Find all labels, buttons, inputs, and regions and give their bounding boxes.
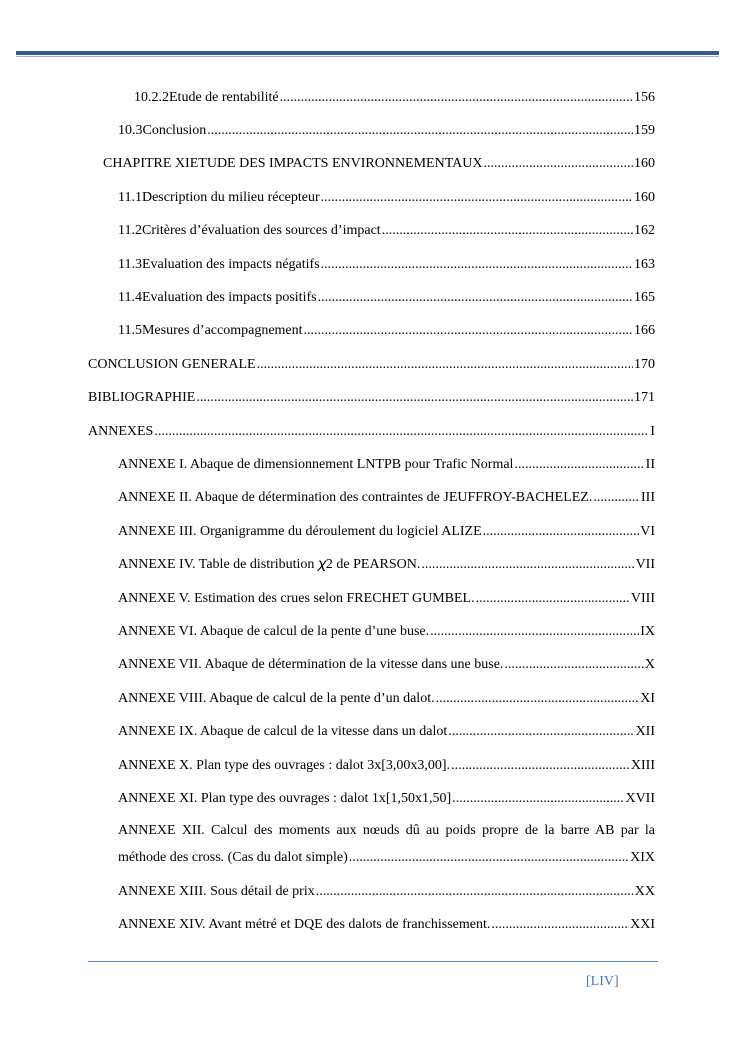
toc-entry[interactable] [118, 489, 655, 506]
toc-entry[interactable] [118, 289, 655, 306]
toc-title: ANNEXES [88, 424, 154, 439]
toc-number: 10.2.2 [134, 90, 169, 105]
toc-title: CONCLUSION GENERALE [88, 357, 256, 372]
toc-page: 170 [634, 357, 655, 372]
toc-leader [321, 189, 633, 206]
toc-page: II [645, 457, 655, 472]
toc-leader [483, 155, 633, 172]
toc-entry[interactable] [134, 89, 655, 106]
toc-title: BIBLIOGRAPHIE [88, 390, 196, 405]
toc-entry[interactable] [118, 817, 655, 871]
toc-title: ETUDE DES IMPACTS ENVIRONNEMENTAUX [189, 156, 483, 171]
toc-entry[interactable] [88, 389, 655, 406]
toc-page: III [641, 490, 655, 505]
toc-title: ANNEXE XIII. Sous détail de prix [118, 884, 315, 899]
toc-entry[interactable] [88, 356, 655, 373]
toc-leader [304, 322, 633, 339]
toc-page: VI [640, 524, 655, 539]
toc-title-line2: méthode des cross. (Cas du dalot simple) [118, 850, 348, 865]
toc-page: 171 [634, 390, 655, 405]
toc-page: VII [635, 557, 655, 572]
toc-leader [207, 122, 633, 139]
toc-title: ANNEXE XIV. Avant métré et DQE des dalots de franchissement. [118, 917, 491, 932]
toc-entry[interactable] [118, 656, 655, 673]
toc-page: XII [635, 724, 655, 739]
toc-page: 159 [634, 123, 655, 138]
toc-number: 11.1 [118, 190, 142, 205]
toc-leader [154, 423, 649, 440]
toc-entry[interactable] [118, 883, 655, 900]
toc-page: 160 [634, 190, 655, 205]
toc-number: 11.3 [118, 257, 142, 272]
toc-page: 166 [634, 323, 655, 338]
toc-page: XX [634, 884, 655, 899]
toc-page: 156 [634, 90, 655, 105]
toc-leader [349, 844, 629, 871]
toc-title: ANNEXE III. Organigramme du déroulement du logiciel ALIZE [118, 524, 482, 539]
toc-entry[interactable] [118, 723, 655, 740]
toc-leader [593, 489, 640, 506]
toc-page: VIII [630, 591, 655, 606]
toc-title: ANNEXE VIII. Abaque de calcul de la pente d’un dalot. [118, 691, 435, 706]
toc-entry[interactable] [103, 155, 655, 172]
toc-entry[interactable] [118, 523, 655, 540]
toc-leader [430, 623, 639, 640]
toc-title-line1: ANNEXE XII. Calcul des moments aux nœuds dû au poids propre de la barre AB par la [118, 823, 655, 838]
toc-entry[interactable] [118, 757, 655, 774]
toc-title: Critères d’évaluation des sources d’impact [141, 223, 381, 238]
toc-title: Etude de rentabilité [169, 90, 279, 105]
toc-entry[interactable] [118, 556, 655, 573]
toc-title: ANNEXE X. Plan type des ouvrages : dalot 3x[3,00x3,00]. [118, 758, 451, 773]
toc-number: CHAPITRE XI [103, 156, 190, 171]
header-rule-thin [16, 56, 719, 57]
toc-entry[interactable] [118, 690, 655, 707]
toc-title: ANNEXE I. Abaque de dimensionnement LNTPB pour Trafic Normal [118, 457, 514, 472]
toc-title: ANNEXE II. Abaque de détermination des contraintes de JEUFFROY-BACHELEZ. [118, 490, 593, 505]
toc-title: ANNEXE IX. Abaque de calcul de la vitesse dans un dalot [118, 724, 448, 739]
toc-title: ANNEXE VII. Abaque de détermination de la vitesse dans une buse. [118, 657, 504, 672]
toc-page: 162 [634, 223, 655, 238]
toc-entry[interactable] [118, 623, 655, 640]
footer-rule [88, 961, 658, 962]
toc-page: XXI [630, 917, 655, 932]
toc-page: IX [640, 624, 655, 639]
toc-number: 10.3 [118, 123, 143, 138]
toc-entry[interactable] [118, 322, 655, 339]
toc-leader [421, 556, 634, 573]
toc-number: 11.4 [118, 290, 142, 305]
toc-leader [196, 389, 633, 406]
toc-title: ANNEXE VI. Abaque de calcul de la pente d’une buse. [118, 624, 430, 639]
toc-title: Description du milieu récepteur [141, 190, 320, 205]
toc-entry[interactable] [118, 916, 655, 933]
toc-leader [280, 89, 633, 106]
toc-page: 165 [634, 290, 655, 305]
toc-leader [316, 883, 634, 900]
toc-title: ANNEXE XI. Plan type des ouvrages : dalot 1x[1,50x1,50] [118, 791, 452, 806]
toc-leader [452, 790, 624, 807]
toc-entry[interactable] [118, 790, 655, 807]
toc-page: XVII [625, 791, 655, 806]
toc-leader [257, 356, 633, 373]
toc-entry[interactable] [118, 456, 655, 473]
toc-leader [448, 723, 634, 740]
toc-entry[interactable] [118, 122, 655, 139]
toc-leader [483, 523, 640, 540]
toc-leader [451, 757, 630, 774]
toc-title: Evaluation des impacts négatifs [141, 257, 320, 272]
toc-leader [476, 590, 630, 607]
toc-number: 11.2 [118, 223, 142, 238]
toc-entry[interactable] [118, 590, 655, 607]
toc-page: X [644, 657, 655, 672]
toc-page: XIII [630, 758, 655, 773]
toc-page: 163 [634, 257, 655, 272]
toc-leader [382, 222, 633, 239]
toc-leader [318, 289, 633, 306]
toc-page: 160 [634, 156, 655, 171]
toc-page: I [650, 424, 655, 439]
toc-leader [504, 656, 643, 673]
toc-page: XIX [630, 850, 655, 865]
toc-number: 11.5 [118, 323, 142, 338]
toc-entry[interactable] [118, 256, 655, 273]
toc-entry[interactable] [118, 189, 655, 206]
toc-title: Evaluation des impacts positifs [141, 290, 317, 305]
page-number: [LIV] [586, 974, 619, 989]
toc-title: Conclusion [142, 123, 207, 138]
toc-leader [491, 916, 629, 933]
toc-page: XI [640, 691, 655, 706]
toc-leader [436, 690, 640, 707]
toc-leader [321, 256, 633, 273]
toc-entry[interactable] [118, 222, 655, 239]
toc-entry[interactable] [88, 423, 655, 440]
toc-leader [514, 456, 644, 473]
toc-title: ANNEXE IV. Table de distribution 𝜒2 de PEARSON. [118, 557, 421, 572]
toc-title: ANNEXE V. Estimation des crues selon FRECHET GUMBEL. [118, 591, 475, 606]
header-rule [16, 51, 719, 55]
toc-title: Mesures d’accompagnement [141, 323, 303, 338]
